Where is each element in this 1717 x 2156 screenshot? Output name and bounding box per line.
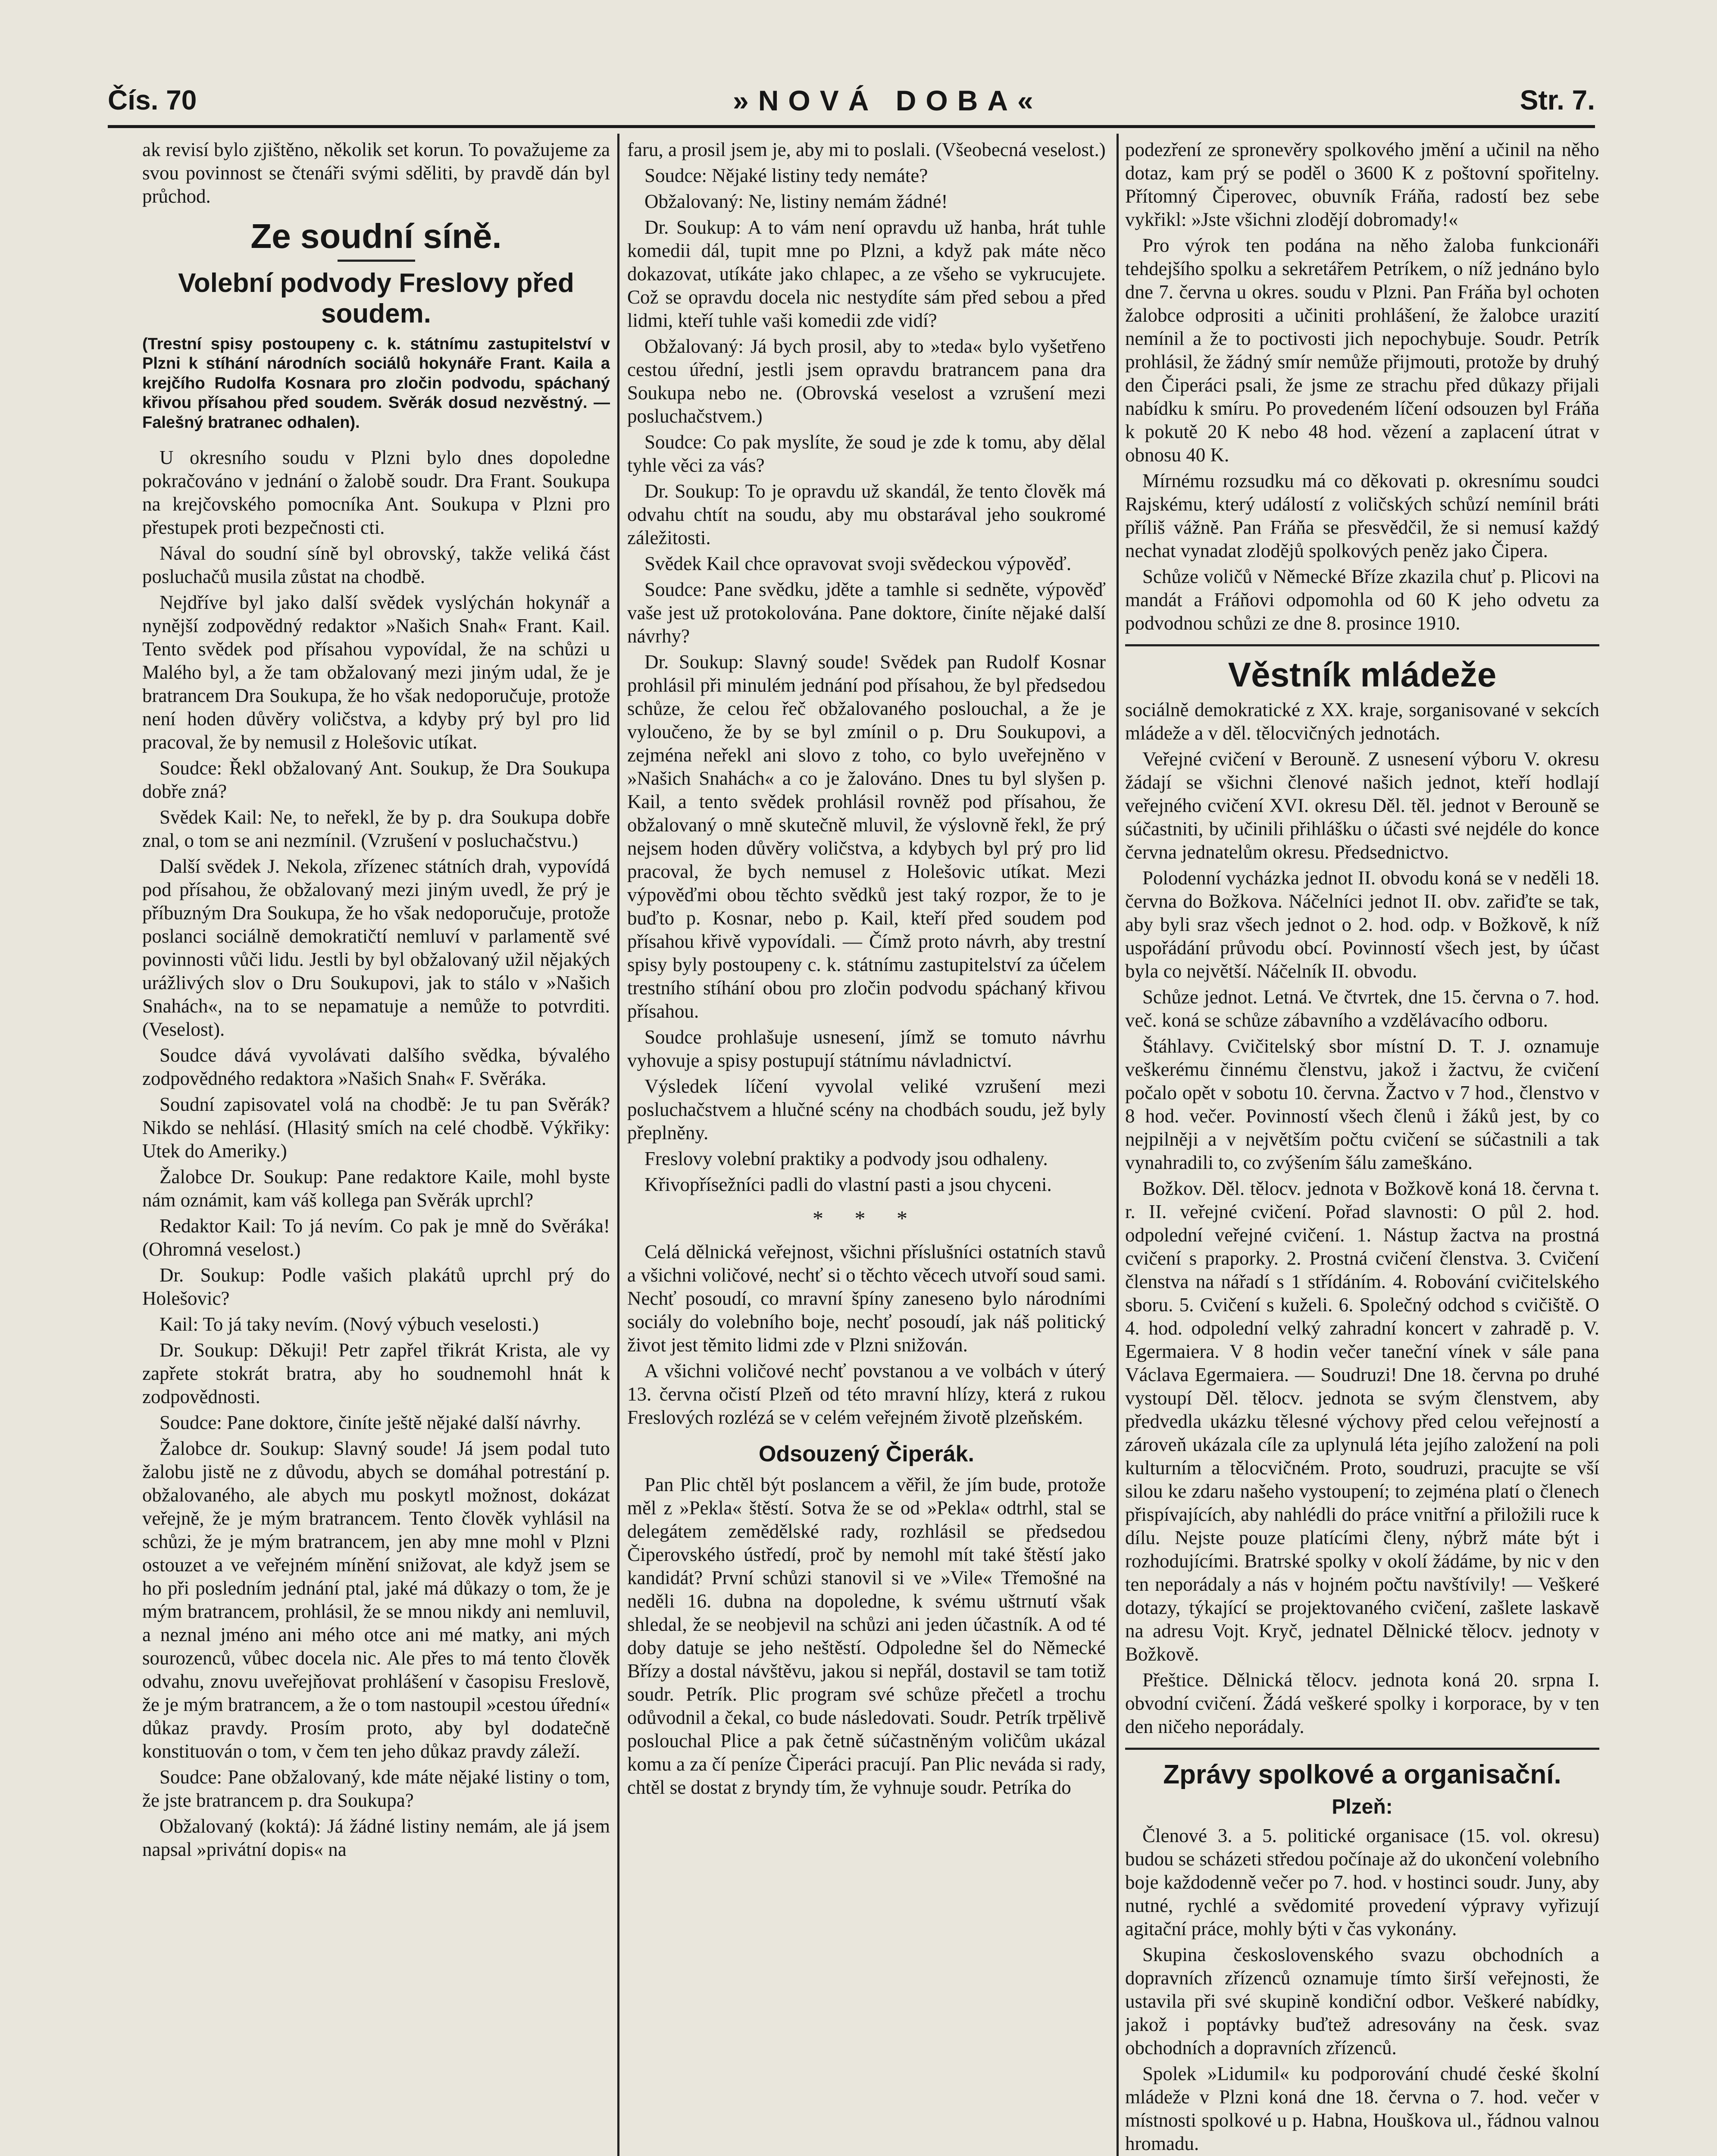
news-item: Polodenní vycházka jednot II. obvodu koná se v neděli 18. června do Božkova. Náčelníci jednot II. obv. zařiďte se tak, aby byli sraz všech jednot o 2. hod. odp. v Božkově, k níž uspořádání průvodu obcí. Povinností všech jest, by účast byla co největší. Náčelník II. obvodu. xyxy=(1125,867,1599,982)
article-paragraph: Dr. Soukup: A to vám není opravdu už hanba, hrát tuhle komedii dál, tupit mne po Plzni, a když pak máte něco dokazovat, utíkáte jako chlapec, a ze všeho se vykrucujete. Což se opravdu docela nic nestydíte sám před sebou a před lidmi, kteří tuhle vaši komedii zde vidí? xyxy=(627,216,1106,331)
column-3 xyxy=(1125,138,1599,2156)
article-paragraph: Pro výrok ten podána na něho žaloba funkcionáři tehdejšího spolku a sekretářem Petríkem, o níž jednáno bylo dne 7. června u okres. soudu v Plzni. Pan Fráňa byl ochoten žalobce odprositi a učiniti prohlášení, že žalobce urazití nemínil a že to poctivosti jich nepochybuje. Soudr. Petrík prohlásil, že žádný smír nemůže přijmouti, protože by druhý den Čiperáci psali, že jsme ze strachu před důkazy přijali nabídku k smíru. Po provedeném líčení odsouzen byl Fráňa k pokutě 20 K nebo 48 hod. vězení a zaplacení útrat v obnosu 40 K. xyxy=(1125,235,1599,466)
section-divider xyxy=(1125,644,1599,646)
section-heading-court: Ze soudní síně. xyxy=(250,217,502,255)
article-paragraph: Soudce: Nějaké listiny tedy nemáte? xyxy=(644,165,928,186)
article-paragraph: Soudce prohlašuje usnesení, jímž se tomuto návrhu vyhovuje a spisy postupují státnímu návladnictví. xyxy=(627,1026,1106,1071)
article-paragraph: Soudce dává vyvolávati dalšího svědka, bývalého zodpovědného redaktora »Našich Snah« F. Svěráka. xyxy=(142,1044,610,1089)
newspaper-title: »NOVÁ DOBA« xyxy=(733,85,1043,116)
news-item: Božkov. Děl. tělocv. jednota v Božkově koná 18. června t. r. II. veřejné cvičení. Pořad slavnosti: O půl 2. hod. odpolední veřejné cvičení. 1. Nástup žactva na prostná cvičení s praporky. 2. Prostná cvičení členstva. 3. Cvičení členstva na nářadí s 1 střídáním. 4. Robování cvičitelského sboru. 5. Cvičení s kuželi. 6. Společný odchod s cvičiště. O 4. hod. odpolední velký zahradní koncert v zahradě p. V. Egermaiera. V 8 hodin večer taneční vínek v sále pana Václava Egermaiera. — Soudruzi! Dne 18. června po druhé vystoupí Děl. tělocv. jednota se svým členstvem, aby předvedla ukázku tělesné výchovy před celou veřejností a zároveň ukázala cíle za uplynulá léta jejího založení na poli kulturním a tělocvičném. Proto, soudruzi, pracujte se vší silou ke zdaru našeho vystoupení; to zejména platí o členech přispívajících, aby nahlédli do práce vnitřní a přiložili ruce k dílu. Nejste pouze platícími členy, nýbrž máte být i rozhodujícími. Bratrské spolky v okolí žádáme, by nic v den ten neporádaly a nás v hojném počtu navštívily! — Veškeré dotazy, týkající se projektovaného cvičení, zašlete laskavě na adresu Vojt. Kryč, jednatel Dělnické tělocv. jednoty v Božkově. xyxy=(1125,1178,1599,1665)
article-paragraph: Žalobce dr. Soukup: Slavný soude! Já jsem podal tuto žalobu jistě ne z důvodu, abych se domáhal potrestání p. obžalovaného, ale abych mu poskytl možnost, dokázat veřejně, že je mým bratrancem. Tento člověk vyhlásil na schůzi, že je mým bratrancem, jen aby mne mohl v Plzni ostouzet a ve veřejném mínění snižovat, ale když jsem se ho při posledním jednání ptal, jaké má důkazy o tom, že je mým bratrancem, prohlásil, že se mnou nikdy ani nemluvil, a neznal jméno ani mého otce ani mé matky, ani mých sourozenců, vůbec docela nic. Ale přes to má tento člověk odvahu, znovu uveřejňovat prohlášení v časopisu Freslově, že je mým bratrancem, a že o tom nastoupil »cestou úřední« důkaz pravdy. Prosím proto, aby byl dodatečně konstituován o tom, v čem ten jeho důkaz pravdy záleží. xyxy=(142,1437,610,1762)
article-paragraph: Soudní zapisovatel volá na chodbě: Je tu pan Svěrák? Nikdo se nehlásí. (Hlasitý smích na celé chodbě. Výkřiky: Utek do Ameriky.) xyxy=(142,1093,610,1162)
section-heading-associations: Zprávy spolkové a organisační. xyxy=(1163,1760,1561,1789)
article-paragraph: Svědek Kail: Ne, to neřekl, že by p. dra Soukupa dobře znal, o tom se ani nezmínil. (Vzrušení v posluchačstvu.) xyxy=(142,806,610,851)
article-paragraph: Kail: To já taky nevím. (Nový výbuch veselosti.) xyxy=(160,1313,539,1335)
place-heading: Plzeň: xyxy=(1332,1796,1393,1819)
article-paragraph: Obžalovaný: Já bych prosil, aby to »teda« bylo vyšetřeno cestou úřední, jestli jsem opravdu bratrancem pana dra Soukupa nebo ne. (Obrovská veselost a vzrušení mezi posluchačstvem.) xyxy=(627,335,1106,427)
article-paragraph: Nával do soudní síně byl obrovský, takže veliká část posluchačů musila zůstat na chodbě. xyxy=(142,542,610,587)
article-headline-ciperak: Odsouzený Čiperák. xyxy=(759,1442,974,1467)
article-paragraph: Redaktor Kail: To já nevím. Co pak je mně do Svěráka! (Ohromná veselost.) xyxy=(142,1215,610,1260)
article-paragraph: Schůze voličů v Německé Bříze zkazila chuť p. Plicovi na mandát a Fráňovi odpomohla od 60 K jeho odvetu za podvodnou schůzi ze dne 8. prosince 1910. xyxy=(1125,566,1599,634)
news-item: Spolek »Lidumil« ku podporování chudé české školní mládeže v Plzni koná dne 18. června o 7. hod. večer v místnosti spolkové u p. Habna, Houškova ul., řádnou valnou hromadu. xyxy=(1125,2063,1599,2155)
issue-number: Čís. 70 xyxy=(108,85,197,116)
column-1 xyxy=(142,138,610,2156)
news-item: Štáhlavy. Cvičitelský sbor místní D. T. J. oznamuje veškerému činnému členstvu, jakož i žactvu, že cvičení počalo opět v sobotu 10. června. Žactvo v 7 hod., členstvo v 8 hod. večer. Povinností všech členů i žáků jest, by co nejpilněji a v největším počtu cvičení se súčastnili a tak vynahradili to, co zvýšením šálu zameškáno. xyxy=(1125,1035,1599,1173)
article-paragraph: Soudce: Co pak myslíte, že soud je zde k tomu, aby dělal tyhle věci za vás? xyxy=(627,431,1106,476)
news-item: Skupina československého svazu obchodních a dopravních zřízenců oznamuje tímto širší veřejnosti, že ustavila při své skupině kondiční odbor. Veškeré nabídky, jakož i poptávky buďtež adresovány na česk. svaz obchodních a dopravních zřízenců. xyxy=(1125,1944,1599,2059)
news-item: Veřejné cvičení v Berouně. Z usnesení výboru V. okresu žádají se všichni členové našich jednot, kteří hodlají veřejného cvičení XVI. okresu Děl. těl. jednot v Berouně se súčastniti, by učinili přihlášku o účasti své nejdéle do konce června jednatelům okresu. Předsednictvo. xyxy=(1125,748,1599,863)
article-paragraph: Soudce: Pane obžalovaný, kde máte nějaké listiny o tom, že jste bratrancem p. dra Soukupa? xyxy=(142,1766,610,1811)
article-paragraph: Dr. Soukup: Slavný soude! Svědek pan Rudolf Kosnar prohlásil při minulém jednání pod přísahou, že byl předsedou schůze, že celou řeč obžalovaného poslouchal, a že je vyloučeno, že by se byl zmínil o p. Dru Soukupovi, a zejména neřekl ani slovo z toho, co bylo uveřejněno v »Našich Snahách« a co je žalováno. Dnes tu byl slyšen p. Kail, a tento svědek prohlásil rovněž pod přísahou, že obžalovaný o mně skutečně mluvil, že výslovně řekl, že prý nejsem hoden důvěry voličstva, a kdybych byl prý pro lid pracoval, že bych nemusel z Holešovic utíkat. Mezi výpověďmi obou těchto svědků jest taký rozpor, že to je buďto p. Kosnar, nebo p. Kail, kteří před soudem pod přísahou křivě vypovídali. — Čímž proto návrh, aby trestní spisy byly postoupeny c. k. státnímu zastupitelství za účelem trestního stíhání obou pro zločin podvodu spáchaný křivou přísahou. xyxy=(627,651,1106,1022)
section-divider xyxy=(1125,1748,1599,1750)
section-intro: sociálně demokratické z XX. kraje, sorganisované v sekcích mládeže a v děl. tělocvičných jednotách. xyxy=(1125,699,1599,744)
article-headline: Volební podvody Freslovy před soudem. xyxy=(178,268,574,329)
article-paragraph: Celá dělnická veřejnost, všichni příslušníci ostatních stavů a všichni voličové, nechť si o těchto věcech utvoří soud sami. Nechť posoudí, co mravní špíny zaneseno bylo národními sociály do volebního boje, nechť posoudí, jak náš politický život jest těmito lidmi zde v Plzni snižován. xyxy=(627,1241,1106,1356)
article-paragraph: U okresního soudu v Plzni bylo dnes dopoledne pokračováno v jednání o žalobě soudr. Dra Frant. Soukupa na krejčovského pomocníka Ant. Soukupa v Plzni pro přestupek proti bezpečnosti cti. xyxy=(142,446,610,538)
article-paragraph: Žalobce Dr. Soukup: Pane redaktore Kaile, mohl byste nám oznámit, kam váš kollega pan Svěrák uprchl? xyxy=(142,1166,610,1211)
article-paragraph: Nejdříve byl jako další svědek vyslýchán hokynář a nynější zodpovědný redaktor »Našich Snah« Frant. Kail. Tento svědek pod přísahou vypovídal, že na schůzi u Malého byl, a že tam obžalovaný mezi jiným udal, že je bratrancem Dra Soukupa, že ho však nedoporučuje, protože není hoden důvěry voličstva, a kdyby prý byl pro lid pracoval, že by nemusil z Holešovic utíkat. xyxy=(142,591,610,753)
article-paragraph: Soudce: Řekl obžalovaný Ant. Soukup, že Dra Soukupa dobře zná? xyxy=(142,757,610,802)
article-paragraph: Dr. Soukup: Děkuji! Petr zapřel třikrát Krista, ale vy zapřete stokrát bratra, aby ho soudnemohl hnát k zodpovědnosti. xyxy=(142,1339,610,1407)
article-paragraph: A všichni voličové nechť povstanou a ve volbách v úterý 13. června očistí Plzeň od této mravní hlízy, která z rukou Freslových rozlézá se v celém veřejném životě plzeňském. xyxy=(627,1360,1106,1428)
article-paragraph: Freslovy volební praktiky a podvody jsou odhaleny. xyxy=(644,1148,1048,1169)
page-number: Str. 7. xyxy=(1520,85,1595,116)
article-paragraph: Pan Plic chtěl být poslancem a věřil, že jím bude, protože měl z »Pekla« štěstí. Sotva že se od »Pekla« odtrhl, stal se delegátem zemědělské rady, rozhlásil se předsedou Čiperovského ústředí, proč by nemohl mít také štěstí jako kandidát? První schůzi stanovil si ve »Vile« Třemošné na neděli 16. dubna na dopoledne, k svému uštrnutí však shledal, že se neobjevil na schůzi ani jeden účastník. A od té doby datuje se jeho neštěstí. Odpoledne šel do Německé Břízy a dostal návštěvu, jakou si nepřál, dostavil se tam totiž soudr. Petrík. Plic program své schůze přečetl a trochu odůvodnil a čekal, co bude následovati. Soudr. Petrík trpělivě poslouchal Plice a pak četně súčastněným voličům ukázal komu a za čí peníze Čiperáci pracují. Pan Plic neváda si rady, chtěl se dostat z bryndy tím, že vyhnuje soudr. Petríka do xyxy=(627,1474,1106,1798)
article-paragraph: Mírnému rozsudku má co děkovati p. okresnímu soudci Rajskému, který událostí z voličských schůzí nemínil bráti příliš vážně. Pan Fráňa se přesvědčil, že si nemusí každý nechat vynadat zlodějů spolkových peněz jako Čipera. xyxy=(1125,470,1599,561)
column-2 xyxy=(627,138,1106,2156)
article-paragraph: faru, a prosil jsem je, aby mi to poslali. (Všeobecná veselost.) xyxy=(627,139,1106,160)
section-heading-youth: Věstník mládeže xyxy=(1228,655,1497,694)
news-item: Členové 3. a 5. politické organisace (15. vol. okresu) budou se scházeti středou počínaje až do ukončení volebního boje každodenně večer po 7. hod. v hostinci soudr. Juny, aby nutné, rychlé a svědomité provedení výpravy vyřizují agitační práce, mohly býti v čas vykonány. xyxy=(1125,1825,1599,1940)
intro-paragraph: ak revisí bylo zjištěno, několik set korun. To považujeme za svou povinnost se čtenáři svými sděliti, by pravdě dán byl průchod. xyxy=(142,139,610,207)
article-paragraph: Svědek Kail chce opravovat svoji svědeckou výpověď. xyxy=(644,553,1072,574)
article-paragraph: Dr. Soukup: Podle vašich plakátů uprchl prý do Holešovic? xyxy=(142,1264,610,1309)
article-paragraph: Soudce: Pane svědku, jděte a tamhle si sedněte, výpověď vaše jest už protokolována. Pane doktore, činíte nějaké další návrhy? xyxy=(627,579,1106,647)
news-item: Přeštice. Dělnická tělocv. jednota koná 20. srpna I. obvodní cvičení. Žádá veškeré spolky i korporace, by v ten den ničeho neporádaly. xyxy=(1125,1669,1599,1737)
heading-divider xyxy=(338,260,415,262)
article-paragraph: Soudce: Pane doktore, činíte ještě nějaké další návrhy. xyxy=(160,1411,582,1433)
article-paragraph: Dr. Soukup: To je opravdu už skandál, že tento člověk má odvahu chtít na soudu, aby mu obstarával jeho soukromé záležitosti. xyxy=(627,480,1106,548)
article-paragraph: Obžalovaný (koktá): Já žádné listiny nemám, ale já jsem napsal »privátní dopis« na xyxy=(142,1815,610,1860)
news-item: Schůze jednot. Letná. Ve čtvrtek, dne 15. června o 7. hod. več. koná se schůze zábavního a vzdělávacího odboru. xyxy=(1125,986,1599,1031)
section-stars: * * * xyxy=(813,1206,920,1230)
article-paragraph: Křivopřísežníci padli do vlastní pasti a jsou chyceni. xyxy=(644,1174,1052,1195)
article-lead: (Trestní spisy postoupeny c. k. státnímu zastupitelství v Plzni k stíhání národních sociálů hokynáře Frant. Kaila a krejčího Rudolfa Kosnara pro zločin podvodu, spáchaný křivou přísahou před soudem. Svěrák dosud nezvěstný. — Falešný bratranec odhalen). xyxy=(142,335,610,432)
article-paragraph: Obžalovaný: Ne, listiny nemám žádné! xyxy=(644,191,948,212)
page-header xyxy=(108,84,1595,128)
column-rule xyxy=(617,134,619,2156)
article-paragraph: Další svědek J. Nekola, zřízenec státních drah, vypovídá pod přísahou, že obžalovaný mezi jiným uvedl, že prý je příbuzným Dra Soukupa, že ho však nedoporučuje, protože poslanci sociálně demokratičtí nemluví v parlamentě své povinnosti vůči lidu. Jestli by byl obžalovaný užil nějakých urážlivých slov o Dru Soukupovi, jak to stálo v »Našich Snahách«, na to se nepamatuje a nemůže to potvrditi. (Veselost). xyxy=(142,855,610,1040)
article-paragraph: podezření ze spronevěry spolkového jmění a učinil na něho dotaz, kam prý se poděl o 3600 K z poštovní spořitelny. Přítomný Čiperovec, obuvník Fráňa, radostí bez sebe vykřikl: »Jste všichni zlodějí dobromady!« xyxy=(1125,139,1599,230)
article-paragraph: Výsledek líčení vyvolal veliké vzrušení mezi posluchačstvem a hlučné scény na chodbách soudu, jež byly přeplněny. xyxy=(627,1075,1106,1144)
column-rule xyxy=(1117,134,1119,2156)
